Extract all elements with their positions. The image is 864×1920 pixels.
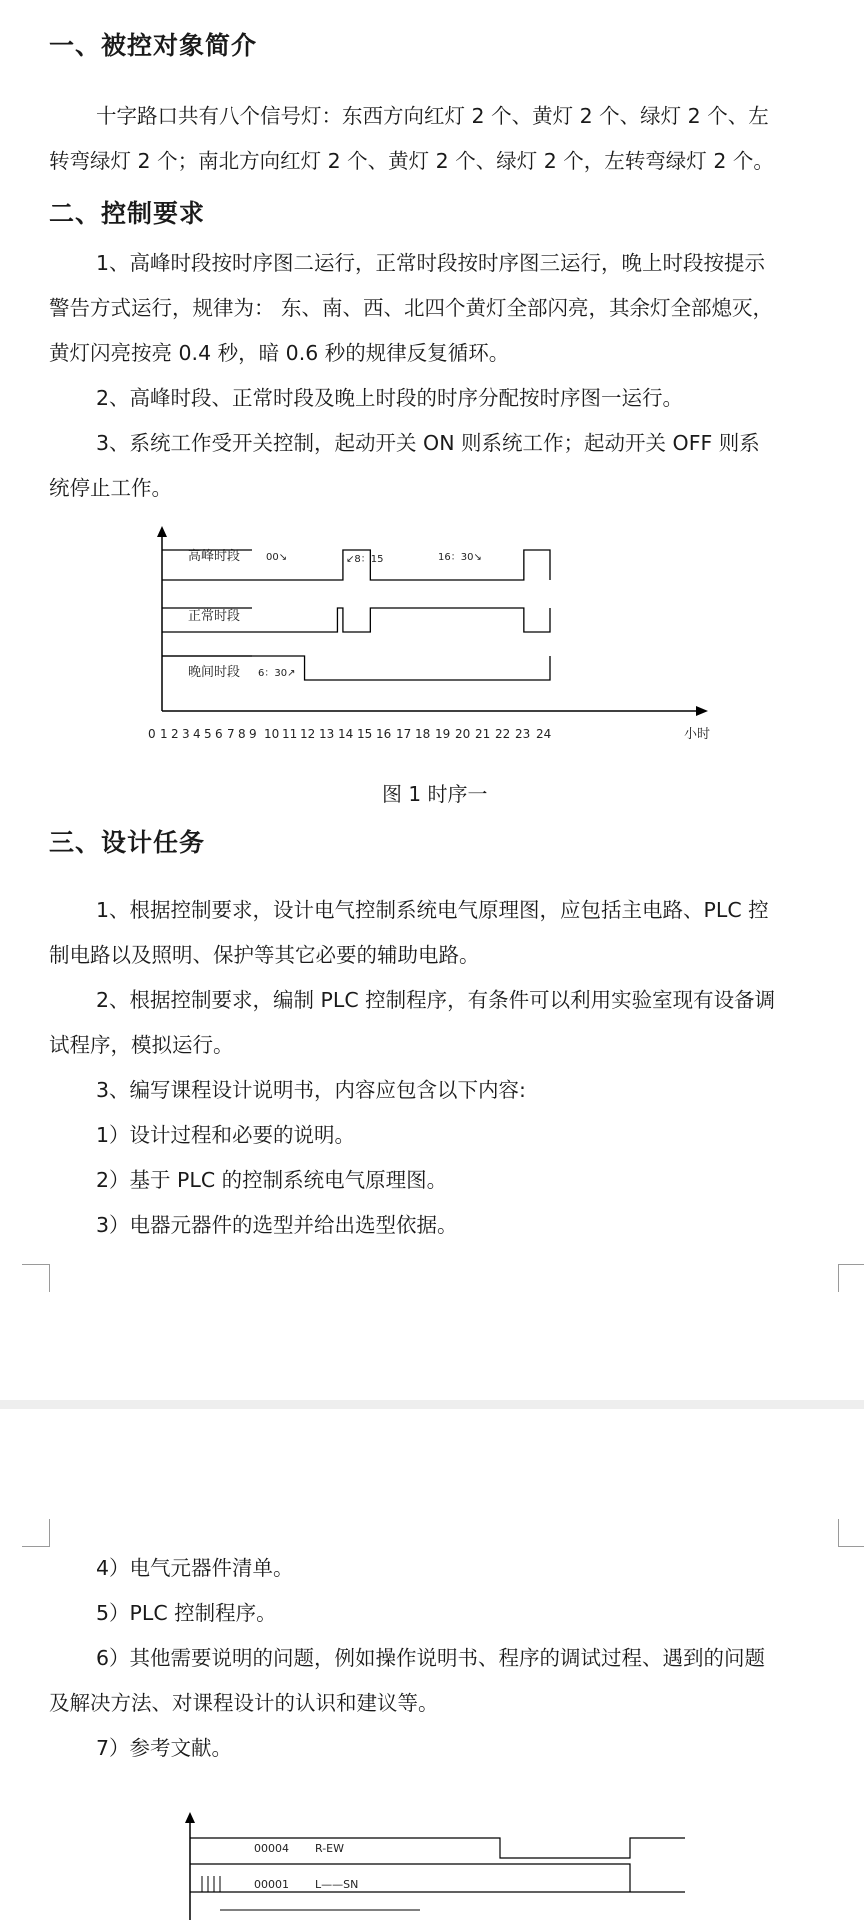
night-label: 晚间时段 — [188, 665, 241, 680]
x-tick-labels — [148, 727, 551, 741]
page-corner-mark — [22, 1519, 50, 1547]
s3-sub1: 1）设计过程和必要的说明。 — [96, 1123, 356, 1147]
s2-item1-line2: 警告方式运行，规律为： 东、南、西、北四个黄灯全部闪亮，其余灯全部熄灭， — [49, 296, 774, 320]
figure1-caption: 图 1 时序一 — [382, 782, 488, 806]
s2-item3-line1: 3、系统工作受开关控制，起动开关 ON 则系统工作；起动开关 OFF 则系 — [96, 431, 760, 455]
s3-sub5: 5）PLC 控制程序。 — [96, 1601, 277, 1625]
y-axis-arrow — [185, 1812, 195, 1823]
x-tick-label: 15 — [357, 727, 373, 741]
s1-line1: 十字路口共有八个信号灯：东西方向红灯 2 个、黄灯 2 个、绿灯 2 个、左 — [96, 104, 769, 128]
page-separator — [0, 1400, 864, 1409]
x-tick-label: 12 — [300, 727, 316, 741]
x-tick-label: 22 — [495, 727, 511, 741]
x-tick-label: 20 — [455, 727, 471, 741]
row1-label: R-EW — [315, 1842, 344, 1855]
x-tick-label: 24 — [536, 727, 552, 741]
s3-sub6-line1: 6）其他需要说明的问题，例如操作说明书、程序的调试过程、遇到的问题 — [96, 1646, 766, 1670]
s3-item3: 3、编写课程设计说明书，内容应包含以下内容: — [96, 1078, 526, 1102]
s3-sub6-line2: 及解决方法、对课程设计的认识和建议等。 — [49, 1691, 439, 1715]
y-axis-arrow — [157, 526, 167, 537]
x-tick-label: 10 — [264, 727, 280, 741]
s2-item1-line3: 黄灯闪亮按亮 0.4 秒，暗 0.6 秒的规律反复循环。 — [49, 341, 510, 365]
page-corner-mark — [838, 1264, 864, 1292]
x-tick-label: 18 — [415, 727, 431, 741]
s2-item3-line2: 统停止工作。 — [49, 476, 172, 500]
x-tick-label: 0 — [148, 727, 156, 741]
s3-sub4: 4）电气元器件清单。 — [96, 1556, 294, 1580]
x-tick-label: 11 — [282, 727, 298, 741]
peak-time-b: ↙8：15 — [346, 554, 384, 565]
section3-heading: 三、设计任务 — [49, 828, 206, 857]
s3-item1-line2: 制电路以及照明、保护等其它必要的辅助电路。 — [49, 943, 480, 967]
x-tick-label: 19 — [435, 727, 451, 741]
x-tick-label: 8 — [238, 727, 246, 741]
normal-label: 正常时段 — [188, 609, 241, 624]
s1-line2: 转弯绿灯 2 个；南北方向红灯 2 个、黄灯 2 个、绿灯 2 个，左转弯绿灯 2 个。 — [49, 149, 774, 173]
x-tick-label: 16 — [376, 727, 392, 741]
x-tick-label: 13 — [319, 727, 335, 741]
peak-time-a: 00↘ — [266, 552, 288, 563]
page-corner-mark — [838, 1519, 864, 1547]
section1-heading: 一、被控对象简介 — [49, 31, 258, 60]
x-tick-label: 2 — [171, 727, 179, 741]
page-corner-mark — [22, 1264, 50, 1292]
timing-diagram-1 — [140, 520, 760, 760]
x-tick-label: 5 — [204, 727, 212, 741]
row2-code: 00001 — [254, 1878, 289, 1891]
x-tick-label: 21 — [475, 727, 491, 741]
x-axis-arrow — [696, 706, 708, 716]
section2-heading: 二、控制要求 — [49, 199, 206, 228]
x-tick-label: 1 — [160, 727, 168, 741]
s2-item1-line1: 1、高峰时段按时序图二运行，正常时段按时序图三运行，晚上时段按提示 — [96, 251, 766, 275]
x-tick-label: 7 — [227, 727, 235, 741]
row2-label: L——SN — [315, 1878, 359, 1891]
peak-label: 高峰时段 — [188, 549, 241, 564]
night-time: 6：30↗ — [258, 668, 296, 679]
x-tick-label: 14 — [338, 727, 354, 741]
x-tick-label: 17 — [396, 727, 412, 741]
s3-sub2: 2）基于 PLC 的控制系统电气原理图。 — [96, 1168, 448, 1192]
x-tick-label: 23 — [515, 727, 531, 741]
x-tick-label: 6 — [215, 727, 223, 741]
peak-time-c: 16：30↘ — [438, 552, 482, 563]
x-tick-label: 9 — [249, 727, 257, 741]
timing-diagram-2 — [180, 1808, 700, 1920]
s2-item2: 2、高峰时段、正常时段及晚上时段的时序分配按时序图一运行。 — [96, 386, 684, 410]
x-tick-label: 3 — [182, 727, 190, 741]
row1-code: 00004 — [254, 1842, 289, 1855]
s3-sub3: 3）电器元器件的选型并给出选型依据。 — [96, 1213, 458, 1237]
s3-item1-line1: 1、根据控制要求，设计电气控制系统电气原理图，应包括主电路、PLC 控 — [96, 898, 769, 922]
x-unit-label: 小时 — [684, 727, 711, 742]
x-tick-label: 4 — [193, 727, 201, 741]
s3-sub7: 7）参考文献。 — [96, 1736, 233, 1760]
s3-item2-line1: 2、根据控制要求，编制 PLC 控制程序，有条件可以利用实验室现有设备调 — [96, 988, 776, 1012]
s3-item2-line2: 试程序，模拟运行。 — [49, 1033, 234, 1057]
